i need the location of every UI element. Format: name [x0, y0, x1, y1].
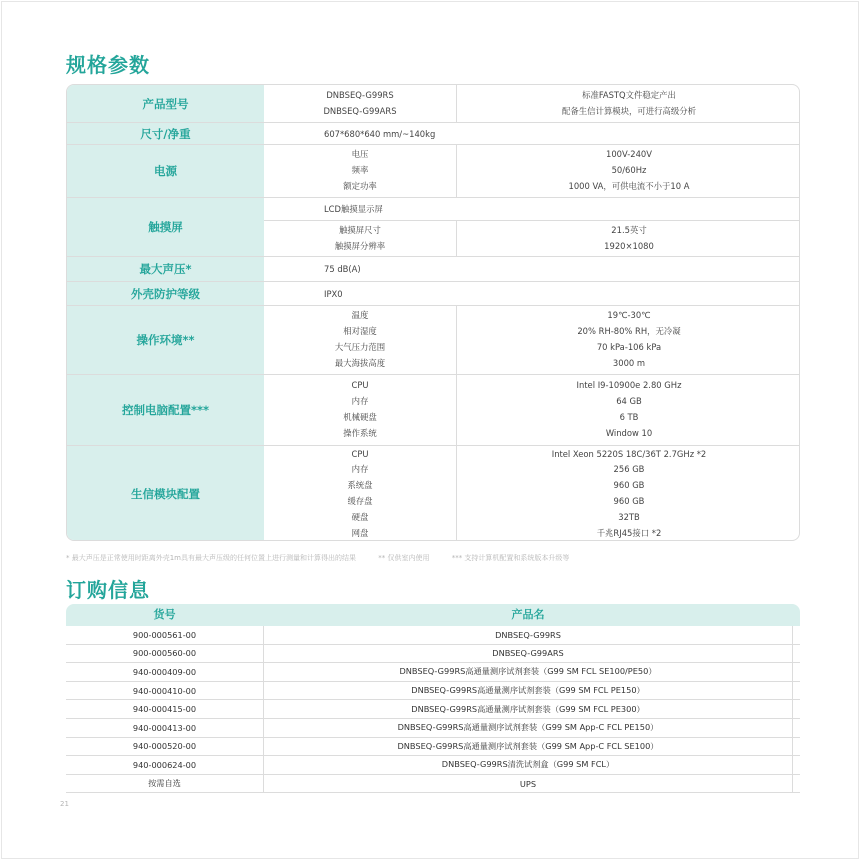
- table-row: [66, 663, 800, 682]
- catalog-number: 900-000560-00: [132, 648, 197, 659]
- catalog-number: 按需自选: [148, 778, 181, 789]
- product-name: UPS: [263, 775, 793, 793]
- spec-value: 256 GB: [613, 464, 645, 475]
- spec-value: 1000 VA，可供电流不小于10 A: [568, 180, 690, 191]
- spec-value: Intel I9-10900e 2.80 GHz: [576, 380, 682, 391]
- product-name: DNBSEQ-G99ARS: [263, 645, 793, 663]
- footnote: * 最大声压是正常使用时距离外壳1m具有最大声压级的任何位置上进行测量和计算得出的结果: [66, 554, 356, 562]
- spec-key: 内存: [351, 396, 369, 407]
- table-row: [66, 775, 800, 794]
- catalog-number: 940-000413-00: [132, 722, 197, 733]
- spec-key: 最大海拔高度: [334, 357, 386, 368]
- spec-value: 70 kPa-106 kPa: [596, 342, 662, 352]
- spec-value: 607*680*640 mm/~140kg: [324, 128, 436, 139]
- page-number: 21: [60, 800, 69, 808]
- catalog-number: 940-000410-00: [132, 685, 197, 696]
- table-row: [66, 719, 800, 738]
- table-row: [66, 626, 800, 645]
- catalog-number: 940-000520-00: [132, 741, 197, 752]
- spec-key: 大气压力范围: [334, 342, 386, 352]
- table-row: [66, 700, 800, 719]
- spec-key: 缓存盘: [347, 496, 373, 506]
- order-table-header: [66, 604, 800, 626]
- spec-key: 网盘: [351, 527, 369, 538]
- product-name: DNBSEQ-G99RS高通量测序试剂套装（G99 SM FCL PE300）: [263, 700, 793, 718]
- spec-label: 控制电脑配置***: [67, 375, 264, 445]
- order-title: 订购信息: [66, 578, 150, 602]
- spec-label: 外壳防护等级: [67, 282, 264, 305]
- catalog-number: 940-000409-00: [132, 666, 197, 677]
- spec-value: 配备生信计算模块，可进行高级分析: [562, 105, 696, 116]
- spec-label: 产品型号: [67, 85, 264, 122]
- spec-key: CPU: [351, 380, 369, 391]
- spec-key: 温度: [351, 310, 369, 321]
- spec-value: 960 GB: [613, 496, 645, 506]
- spec-value: Window 10: [605, 427, 653, 438]
- spec-value: 20% RH-80% RH，无冷凝: [577, 326, 681, 337]
- spec-value: 100V-240V: [606, 149, 652, 160]
- spec-row-pc: [67, 374, 800, 445]
- catalog-number: 900-000561-00: [132, 629, 197, 640]
- spec-key: 机械硬盘: [343, 412, 377, 422]
- order-table: [66, 604, 800, 793]
- spec-row-env: [67, 305, 800, 374]
- product-name: DNBSEQ-G99RS高通量测序试剂套装（G99 SM App-C FCL PE150）: [263, 719, 793, 737]
- spec-key: 频率: [351, 165, 369, 176]
- spec-value: 3000 m: [612, 357, 646, 368]
- spec-label: 生信模块配置: [67, 446, 264, 541]
- spec-key: DNBSEQ-G99ARS: [323, 105, 397, 116]
- catalog-number: 940-000624-00: [132, 759, 197, 770]
- spec-label: 最大声压*: [67, 257, 264, 281]
- spec-label: 操作环境**: [67, 306, 264, 374]
- table-row: [66, 756, 800, 775]
- spec-row-model: [67, 85, 800, 122]
- catalog-number: 940-000415-00: [132, 704, 197, 715]
- table-row: [66, 682, 800, 701]
- spec-label: 尺寸/净重: [67, 123, 264, 144]
- spec-value: 64 GB: [616, 396, 642, 407]
- spec-key: 额定功率: [343, 180, 377, 191]
- spec-row-ip: [67, 281, 800, 305]
- product-name: DNBSEQ-G99RS高通量测序试剂套装（G99 SM App-C FCL SE100）: [263, 738, 793, 756]
- spec-row-noise: [67, 256, 800, 281]
- spec-value: LCD触摸显示屏: [324, 204, 383, 214]
- spec-value: 32TB: [618, 511, 640, 522]
- spec-value: IPX0: [324, 288, 343, 299]
- spec-value: 75 dB(A): [324, 264, 361, 274]
- spec-key: 相对湿度: [343, 326, 377, 337]
- spec-label: 触摸屏: [67, 198, 264, 256]
- spec-key: 操作系统: [343, 427, 377, 438]
- spec-value: 1920×1080: [604, 241, 654, 251]
- spec-value: 19℃-30℃: [607, 310, 651, 321]
- spec-value: 标准FASTQ文件稳定产出: [582, 89, 676, 100]
- spec-value: 960 GB: [613, 480, 645, 491]
- spec-value: 50/60Hz: [611, 165, 647, 176]
- spec-key: 系统盘: [347, 480, 373, 491]
- spec-row-bio: [67, 445, 800, 541]
- spec-key: 触摸屏尺寸: [339, 225, 381, 236]
- product-name: DNBSEQ-G99RS: [263, 626, 793, 644]
- spec-key: 触摸屏分辨率: [334, 241, 386, 251]
- product-name: DNBSEQ-G99RS高通量测序试剂套装（G99 SM FCL PE150）: [263, 682, 793, 700]
- footnote: ** 仅供室内使用: [378, 554, 430, 562]
- spec-value: Intel Xeon 5220S 18C/36T 2.7GHz *2: [551, 448, 707, 459]
- footnotes: [66, 553, 589, 563]
- column-header: 产品名: [511, 608, 545, 621]
- spec-table: [66, 84, 800, 541]
- spec-key: 内存: [351, 464, 369, 475]
- spec-label: 电源: [67, 145, 264, 197]
- table-row: [66, 645, 800, 664]
- table-row: [66, 738, 800, 757]
- spec-row-touch: [67, 197, 800, 256]
- product-name: DNBSEQ-G99RS高通量测序试剂套装（G99 SM FCL SE100/PE50）: [263, 663, 793, 681]
- spec-value: 千兆RJ45接口 *2: [596, 527, 662, 538]
- spec-key: 硬盘: [351, 511, 369, 522]
- spec-key: 电压: [351, 149, 369, 160]
- footnote: *** 支持计算机配置和系统版本升级等: [451, 554, 570, 562]
- product-name: DNBSEQ-G99RS清洗试剂盒（G99 SM FCL）: [263, 756, 793, 774]
- specs-title: 规格参数: [66, 53, 150, 77]
- spec-key: DNBSEQ-G99RS: [326, 89, 394, 100]
- spec-value: 6 TB: [619, 412, 639, 422]
- spec-row-power: [67, 144, 800, 197]
- column-header: 货号: [153, 608, 176, 621]
- spec-row-size: [67, 122, 800, 144]
- spec-key: CPU: [351, 448, 369, 459]
- spec-value: 21.5英寸: [611, 225, 647, 236]
